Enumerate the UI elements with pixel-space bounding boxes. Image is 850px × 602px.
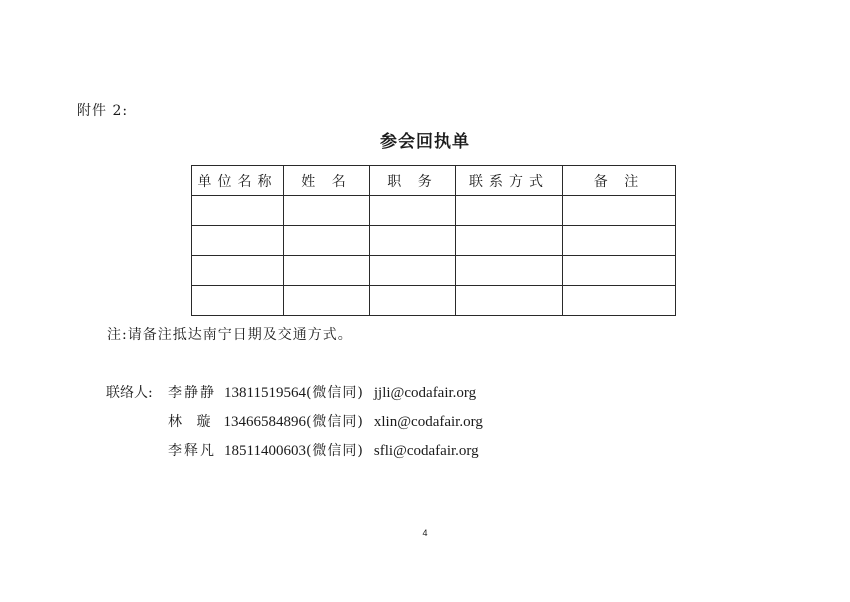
contacts-label: 联络人: — [106, 385, 153, 401]
contact-line — [168, 411, 483, 431]
contact-email[interactable]: xlin@codafair.org — [373, 414, 483, 430]
contact-line — [168, 440, 479, 460]
table-cell — [284, 286, 370, 316]
table-cell — [563, 196, 676, 226]
note-text: 注:请备注抵达南宁日期及交通方式。 — [107, 327, 353, 343]
page-title: 参会回执单 — [380, 132, 470, 152]
table-cell — [370, 226, 456, 256]
header-person-name: 姓 名 — [284, 166, 370, 196]
contact-wechat-note: (微信同) — [305, 385, 364, 401]
header-contact-method: 联系方式 — [456, 166, 563, 196]
table-cell — [563, 286, 676, 316]
contact-email[interactable]: jjli@codafair.org — [373, 385, 477, 401]
table-cell — [284, 256, 370, 286]
table-header-row — [192, 166, 676, 196]
table-row — [192, 226, 676, 256]
table-cell — [456, 256, 563, 286]
table-cell — [284, 226, 370, 256]
contact-name: 李释凡 — [168, 443, 216, 459]
header-remarks: 备 注 — [563, 166, 676, 196]
contact-phone: 18511400603 — [224, 443, 306, 459]
table-cell — [456, 196, 563, 226]
table-cell — [192, 196, 284, 226]
table-cell — [563, 256, 676, 286]
contact-phone: 13466584896 — [223, 414, 306, 430]
table-cell — [563, 226, 676, 256]
table-row — [192, 196, 676, 226]
table-cell — [192, 226, 284, 256]
table-cell — [370, 256, 456, 286]
table-cell — [192, 286, 284, 316]
header-position: 职 务 — [370, 166, 456, 196]
receipt-table — [191, 165, 676, 316]
contact-phone: 13811519564 — [224, 385, 306, 401]
table-cell — [370, 196, 456, 226]
contact-email[interactable]: sfli@codafair.org — [373, 443, 479, 459]
table-row — [192, 286, 676, 316]
table-cell — [456, 286, 563, 316]
table-row — [192, 256, 676, 286]
table-cell — [284, 196, 370, 226]
contact-name: 李静静 — [168, 385, 216, 401]
table-cell — [456, 226, 563, 256]
contact-wechat-note: (微信同) — [305, 443, 364, 459]
header-unit-name: 单位名称 — [192, 166, 284, 196]
table-cell — [192, 256, 284, 286]
page-number: 4 — [422, 528, 428, 538]
contact-wechat-note: (微信同) — [305, 414, 364, 430]
contact-line — [106, 382, 476, 402]
contact-name: 林 璇 — [168, 414, 216, 430]
attachment-label: 附件 2: — [77, 103, 129, 119]
table-cell — [370, 286, 456, 316]
